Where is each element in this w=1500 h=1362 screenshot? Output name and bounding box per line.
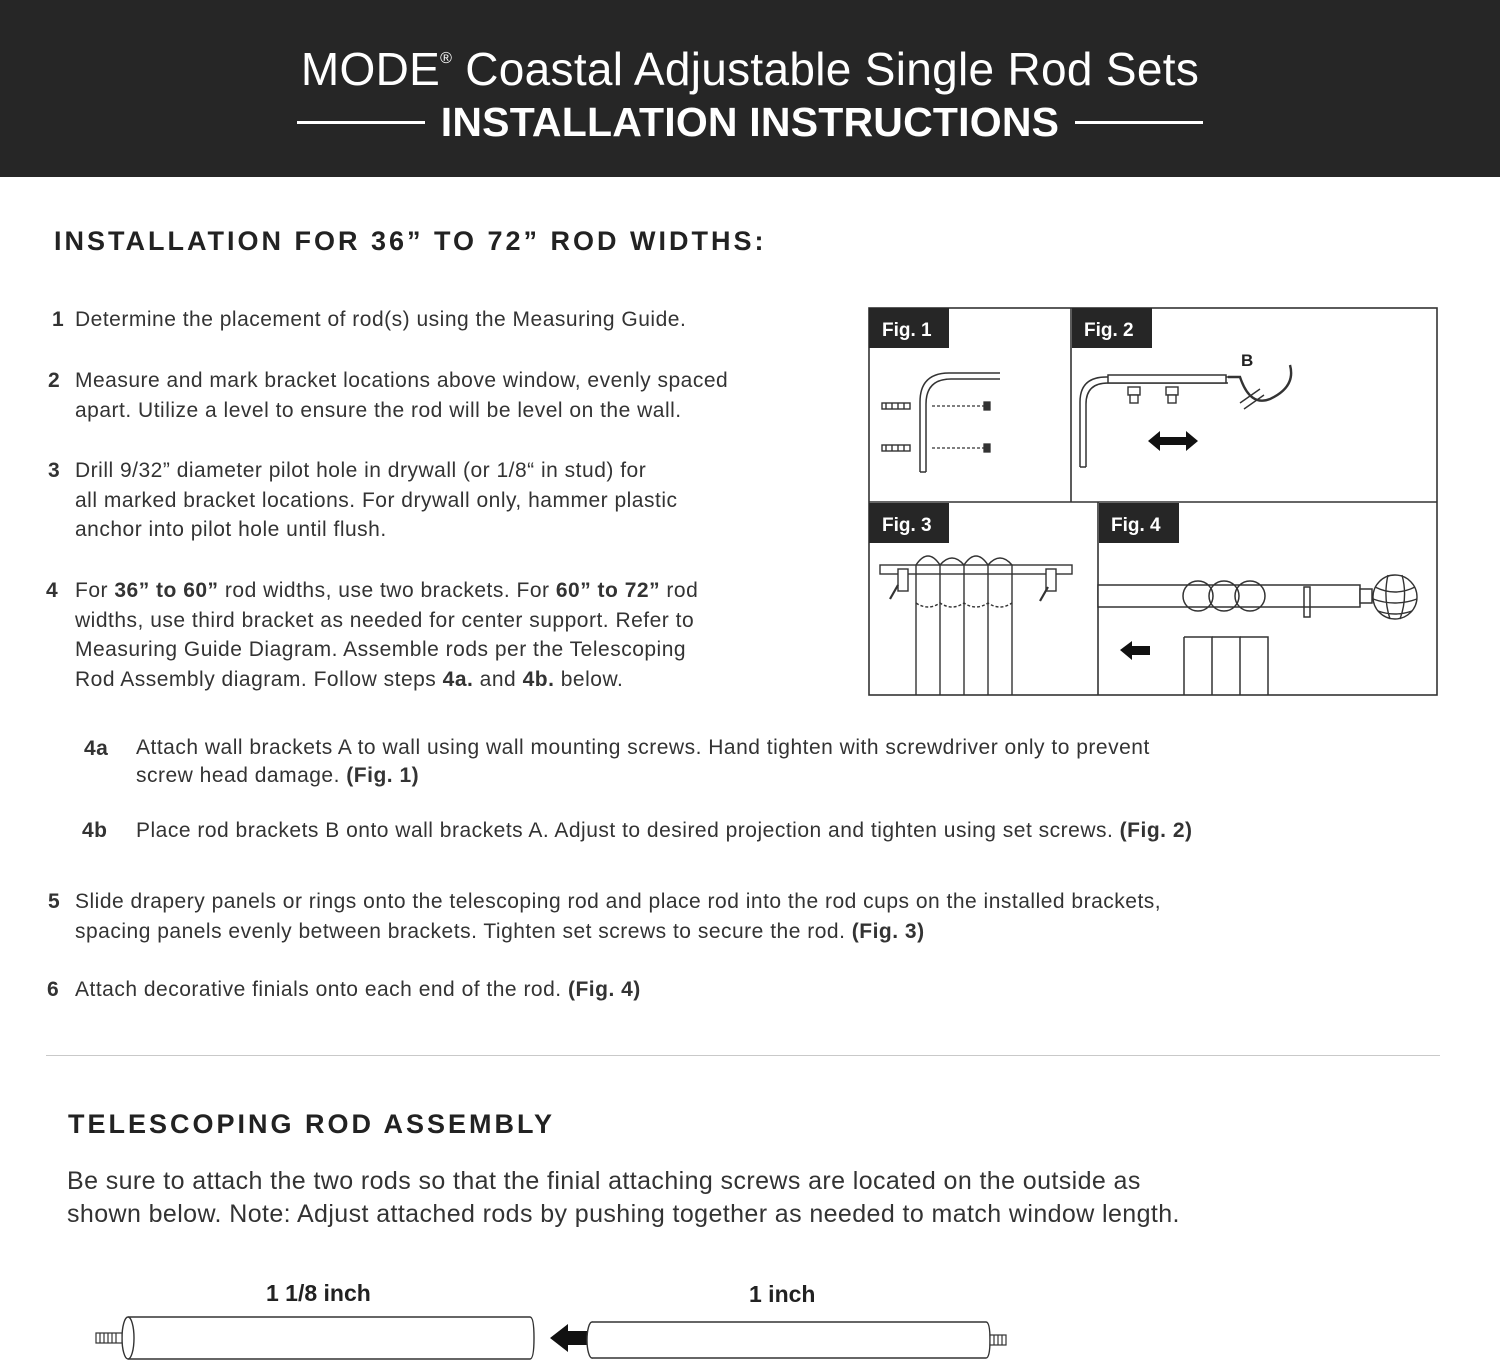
text-run: Place rod brackets B onto wall brackets A. Adjust to desired projection and tighten using set screws.: [136, 819, 1120, 842]
note-line: shown below. Note: Adjust attached rods by pushing together as needed to match window length.: [67, 1200, 1180, 1228]
text-run: screw head damage.: [136, 764, 347, 787]
step-text: Determine the placement of rod(s) using the Measuring Guide.: [75, 308, 687, 331]
text-run: and: [473, 667, 523, 691]
step-text: [75, 456, 677, 545]
section-heading-installation: INSTALLATION FOR 36” TO 72” ROD WIDTHS:: [54, 226, 767, 256]
step-text: [136, 816, 1193, 846]
screw-icon: [932, 402, 990, 452]
section-divider: [46, 1055, 1440, 1056]
registered-mark: ®: [440, 50, 453, 67]
step-line: Measuring Guide Diagram. Assemble rods per the Telescoping: [75, 638, 687, 661]
step-number: 4b: [82, 819, 108, 842]
push-arrow-icon: [550, 1324, 592, 1352]
fig-1-diagram: [869, 308, 1000, 472]
fig-2-diagram: [1072, 308, 1291, 467]
fig-3-diagram: [869, 503, 1072, 695]
rod-small-icon: [587, 1322, 1006, 1358]
step-line: [75, 665, 698, 695]
bold-range: 36” to 60”: [114, 579, 219, 602]
text-run: below.: [554, 667, 624, 691]
step-line: Slide drapery panels or rings onto the telescoping rod and place rod into the rod cups on the installed brackets,: [75, 890, 1162, 913]
product-name: Coastal Adjustable Single Rod Sets: [452, 43, 1200, 95]
step-line: anchor into pilot hole until flush.: [75, 518, 387, 541]
step-line: apart. Utilize a level to ensure the rod will be level on the wall.: [75, 398, 682, 422]
text-run: rod widths, use two brackets. For: [218, 579, 556, 602]
step-line: widths, use third bracket as needed for center support. Refer to: [75, 608, 695, 632]
bold-range: 4b.: [522, 667, 555, 691]
bracket-b-label: B: [1241, 351, 1254, 370]
step-text: [75, 576, 698, 694]
telescoping-rods-diagram: [90, 1312, 1020, 1362]
anchor-icon: [882, 403, 910, 451]
fig-2-label: Fig. 2: [1084, 320, 1134, 341]
step-line: [75, 917, 1161, 947]
fig-3-label: Fig. 3: [882, 515, 932, 536]
wall-bracket-icon: [920, 373, 1000, 472]
step-text: [75, 975, 641, 1005]
double-arrow-icon: [1148, 431, 1198, 451]
step-text: [136, 734, 1150, 790]
step-number: 2: [48, 369, 61, 392]
step-line: Attach wall brackets A to wall using wall mounting screws. Hand tighten with screwdriver only to prevent: [136, 736, 1150, 759]
bold-range: 60” to 72”: [555, 579, 661, 602]
fig-reference: (Fig. 4): [567, 978, 641, 1001]
set-screw-icon: [1128, 387, 1264, 409]
right-rule: [1075, 121, 1203, 124]
fig-4-label: Fig. 4: [1111, 515, 1161, 536]
header-banner: [0, 0, 1500, 177]
knot-finial-icon: [1373, 575, 1417, 619]
rod-large-label: 1 1/8 inch: [266, 1280, 371, 1306]
section-heading-telescoping: TELESCOPING ROD ASSEMBLY: [68, 1109, 556, 1139]
rod-bracket-icon: [1080, 365, 1291, 467]
fig-reference: (Fig. 1): [346, 764, 420, 787]
subtitle-row: [0, 96, 1500, 148]
step-line: Measure and mark bracket locations above window, evenly spaced: [75, 369, 729, 392]
step-line: Drill 9/32” diameter pilot hole in drywall (or 1/8“ in stud) for: [75, 459, 647, 482]
curtain-panel-icon: [880, 556, 1072, 695]
text-run: spacing panels evenly between brackets. Tighten set screws to secure the rod.: [75, 919, 852, 943]
note-line: Be sure to attach the two rods so that the finial attaching screws are located on the outside as: [67, 1167, 1141, 1195]
step-number: 6: [47, 978, 60, 1001]
page-subtitle: INSTALLATION INSTRUCTIONS: [440, 98, 1060, 145]
step-text: [75, 887, 1161, 946]
text-run: For: [75, 579, 115, 602]
text-run: Rod Assembly diagram. Follow steps: [75, 667, 443, 691]
step-line: [75, 576, 698, 606]
fig-reference: (Fig. 3): [851, 919, 925, 943]
step-number: 3: [48, 459, 61, 482]
text-run: rod: [660, 579, 699, 602]
bold-range: 4a.: [442, 667, 474, 691]
assembly-note: [67, 1165, 1467, 1231]
fig-reference: (Fig. 2): [1119, 819, 1193, 842]
step-line: [136, 762, 1150, 790]
step-number: 4a: [84, 737, 109, 760]
text-run: Attach decorative finials onto each end of the rod.: [75, 978, 568, 1001]
left-rule: [297, 121, 425, 124]
page-title: [0, 42, 1500, 96]
fig-4-diagram: [1098, 503, 1417, 695]
fig-1-label: Fig. 1: [882, 320, 932, 341]
rod-small-label: 1 inch: [749, 1281, 816, 1307]
step-number: 4: [46, 579, 59, 602]
rod-large-icon: [96, 1317, 534, 1359]
step-line: all marked bracket locations. For drywall only, hammer plastic: [75, 488, 678, 512]
left-arrow-icon: [1120, 641, 1150, 660]
step-number: 1: [52, 308, 65, 331]
brand-name: MODE: [300, 43, 441, 95]
figures-panel: [868, 307, 1438, 696]
step-number: 5: [48, 890, 61, 913]
step-text: [75, 366, 728, 425]
rod-with-rings-icon: [1098, 581, 1372, 695]
